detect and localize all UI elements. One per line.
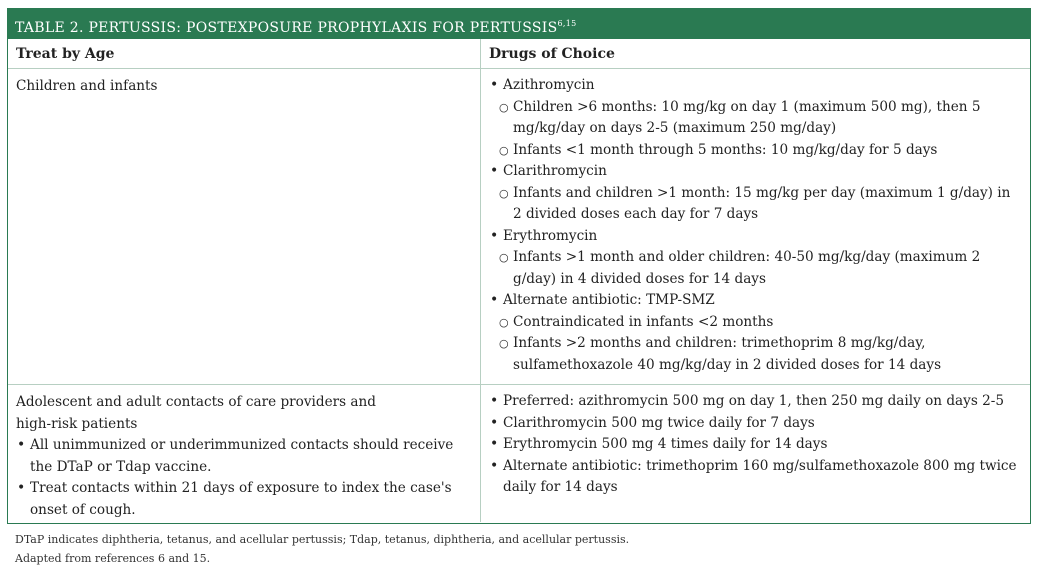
footnote-abbreviations: DTaP indicates diphtheria, tetanus, and acellular pertussis; Tdap, tetanus, diphtheria, and acellular pertussis. (15, 533, 630, 546)
row2-age-line2: high-risk patients (16, 416, 138, 432)
row2-age-line1: Adolescent and adult contacts of care providers and (16, 394, 376, 410)
drug-subitem: ○ Infants >1 month and older children: 40-50 mg/kg/day (maximum 2 g/day) in 4 divided doses for 14 days (489, 247, 1022, 290)
title-references: 6,15 (557, 19, 577, 28)
row2-age-bullets (16, 435, 472, 521)
row1-age-cell (8, 69, 481, 385)
table-grid (8, 39, 1030, 522)
row2-drugs-cell (481, 385, 1030, 522)
drug-subitem: ○ Children >6 months: 10 mg/kg on day 1 (maximum 500 mg), then 5 mg/kg/day on days 2-5 (maximum 250 mg/day) (489, 97, 1022, 140)
drug-subitem: ○ Infants <1 month through 5 months: 10 mg/kg/day for 5 days (489, 140, 1022, 162)
pertussis-table (7, 8, 1031, 524)
row1-drugs-cell (481, 69, 1030, 385)
age-note: • All unimmunized or underimmunized contacts should receive the DTaP or Tdap vaccine. (16, 435, 472, 478)
drug-subitem: ○ Infants >2 months and children: trimethoprim 8 mg/kg/day, sulfamethoxazole 40 mg/kg/day in 2 divided doses for 14 days (489, 333, 1022, 376)
drug-item: • Erythromycin 500 mg 4 times daily for 14 days (489, 434, 1022, 456)
header-drugs-of-choice: Drugs of Choice (481, 39, 1030, 69)
drug-item: • Azithromycin (489, 75, 1022, 97)
age-note: • Treat contacts within 21 days of exposure to index the case's onset of cough. (16, 478, 472, 521)
drug-item: • Preferred: azithromycin 500 mg on day 1, then 250 mg daily on days 2-5 (489, 391, 1022, 413)
header-treat-by-age: Treat by Age (8, 39, 481, 69)
drug-item: • Clarithromycin (489, 161, 1022, 183)
drug-item: • Alternate antibiotic: TMP-SMZ (489, 290, 1022, 312)
table-title-text: TABLE 2. PERTUSSIS: POSTEXPOSURE PROPHYLAXIS FOR PERTUSSIS (15, 20, 558, 36)
drug-item: • Erythromycin (489, 226, 1022, 248)
drug-subitem: ○ Infants and children >1 month: 15 mg/kg per day (maximum 1 g/day) in 2 divided doses each day for 7 days (489, 183, 1022, 226)
row1-age: Children and infants (16, 78, 158, 94)
table-title (8, 9, 1030, 39)
drug-subitem: ○ Contraindicated in infants <2 months (489, 312, 1022, 334)
footnote-source: Adapted from references 6 and 15. (15, 552, 211, 565)
row2-drug-list (489, 391, 1022, 499)
row2-age-cell (8, 385, 481, 522)
drug-item: • Clarithromycin 500 mg twice daily for 7 days (489, 413, 1022, 435)
drug-item: • Alternate antibiotic: trimethoprim 160 mg/sulfamethoxazole 800 mg twice daily for 14 days (489, 456, 1022, 499)
row1-drug-list (489, 75, 1022, 376)
